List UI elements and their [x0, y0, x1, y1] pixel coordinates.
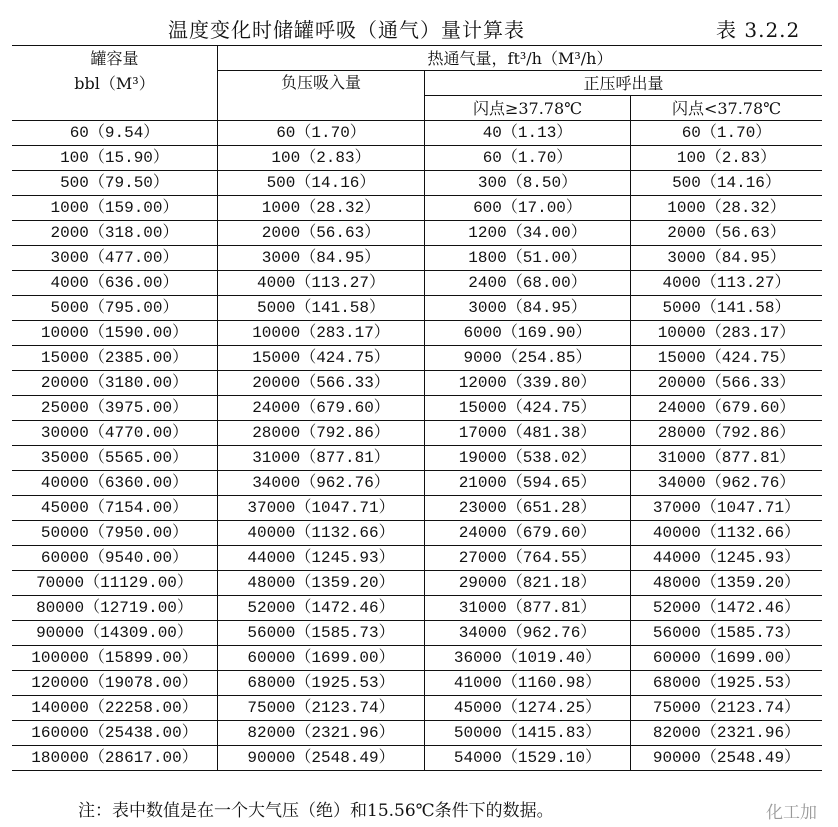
table-row — [12, 221, 822, 246]
table-cell: 60（1.70） — [425, 146, 631, 171]
table-row — [12, 496, 822, 521]
table-row — [12, 296, 822, 321]
header-capacity-label: 罐容量 — [90, 49, 139, 68]
table-cell: 17000（481.38） — [425, 421, 631, 446]
table-cell: 10000（283.17） — [218, 321, 425, 346]
table-cell: 44000（1245.93） — [631, 546, 823, 571]
table-row — [12, 621, 822, 646]
table-row — [12, 571, 822, 596]
table-row — [12, 246, 822, 271]
table-row — [12, 421, 822, 446]
table-cell: 31000（877.81） — [631, 446, 823, 471]
table-cell: 100000（15899.00） — [12, 646, 218, 671]
table-cell: 60（9.54） — [12, 121, 218, 146]
table-cell: 20000（3180.00） — [12, 371, 218, 396]
table-cell: 300（8.50） — [425, 171, 631, 196]
table-cell: 60（1.70） — [218, 121, 425, 146]
table-cell: 90000（2548.49） — [631, 746, 823, 771]
table-cell: 12000（339.80） — [425, 371, 631, 396]
table-cell: 52000（1472.46） — [218, 596, 425, 621]
table-cell: 2000（56.63） — [631, 221, 823, 246]
breathing-volume-table — [12, 45, 822, 771]
table-row — [12, 396, 822, 421]
table-cell: 21000（594.65） — [425, 471, 631, 496]
table-cell: 52000（1472.46） — [631, 596, 823, 621]
header-heat-vent: 热通气量，ft³/h（M³/h） — [218, 46, 823, 71]
table-cell: 120000（19078.00） — [12, 671, 218, 696]
table-cell: 1800（51.00） — [425, 246, 631, 271]
table-row — [12, 196, 822, 221]
table-cell: 68000（1925.53） — [631, 671, 823, 696]
table-cell: 9000（254.85） — [425, 346, 631, 371]
table-cell: 100（15.90） — [12, 146, 218, 171]
table-cell: 23000（651.28） — [425, 496, 631, 521]
table-cell: 19000（538.02） — [425, 446, 631, 471]
table-cell: 34000（962.76） — [218, 471, 425, 496]
table-cell: 56000（1585.73） — [218, 621, 425, 646]
table-row — [12, 721, 822, 746]
table-cell: 3000（84.95） — [425, 296, 631, 321]
table-cell: 15000（2385.00） — [12, 346, 218, 371]
table-cell: 31000（877.81） — [218, 446, 425, 471]
table-cell: 3000（477.00） — [12, 246, 218, 271]
table-cell: 82000（2321.96） — [631, 721, 823, 746]
table-cell: 500（14.16） — [218, 171, 425, 196]
table-row — [12, 546, 822, 571]
header-negative-intake: 负压吸入量 — [218, 71, 425, 121]
header-flash-low: 闪点<37.78℃ — [631, 96, 823, 121]
table-cell: 28000（792.86） — [218, 421, 425, 446]
table-cell: 80000（12719.00） — [12, 596, 218, 621]
table-cell: 37000（1047.71） — [218, 496, 425, 521]
table-cell: 1000（159.00） — [12, 196, 218, 221]
table-cell: 1000（28.32） — [631, 196, 823, 221]
table-cell: 3000（84.95） — [218, 246, 425, 271]
table-cell: 100（2.83） — [631, 146, 823, 171]
header-flash-high: 闪点≥37.78℃ — [425, 96, 631, 121]
table-cell: 2000（56.63） — [218, 221, 425, 246]
table-cell: 10000（1590.00） — [12, 321, 218, 346]
table-cell: 25000（3975.00） — [12, 396, 218, 421]
table-cell: 40（1.13） — [425, 121, 631, 146]
table-cell: 31000（877.81） — [425, 596, 631, 621]
table-cell: 54000（1529.10） — [425, 746, 631, 771]
table-cell: 5000（141.58） — [218, 296, 425, 321]
header-capacity — [12, 46, 218, 121]
table-cell: 10000（283.17） — [631, 321, 823, 346]
table-cell: 20000（566.33） — [218, 371, 425, 396]
table-row — [12, 746, 822, 771]
table-cell: 15000（424.75） — [218, 346, 425, 371]
table-row — [12, 646, 822, 671]
table-cell: 34000（962.76） — [425, 621, 631, 646]
table-cell: 4000（113.27） — [631, 271, 823, 296]
table-cell: 1200（34.00） — [425, 221, 631, 246]
watermark: 化工加 — [766, 803, 817, 823]
table-row — [12, 371, 822, 396]
table-cell: 44000（1245.93） — [218, 546, 425, 571]
table-cell: 600（17.00） — [425, 196, 631, 221]
table-note: 注：表中数值是在一个大气压（绝）和15.56℃条件下的数据。 — [78, 801, 554, 821]
table-row — [12, 446, 822, 471]
table-cell: 2000（318.00） — [12, 221, 218, 246]
table-cell: 6000（169.90） — [425, 321, 631, 346]
table-cell: 82000（2321.96） — [218, 721, 425, 746]
table-cell: 40000（6360.00） — [12, 471, 218, 496]
table-row — [12, 346, 822, 371]
table-body — [12, 121, 822, 771]
table-cell: 15000（424.75） — [631, 346, 823, 371]
table-row — [12, 471, 822, 496]
table-row — [12, 671, 822, 696]
table-row — [12, 121, 822, 146]
table-cell: 36000（1019.40） — [425, 646, 631, 671]
table-cell: 60000（1699.00） — [631, 646, 823, 671]
table-cell: 15000（424.75） — [425, 396, 631, 421]
table-cell: 35000（5565.00） — [12, 446, 218, 471]
table-cell: 28000（792.86） — [631, 421, 823, 446]
table-cell: 160000（25438.00） — [12, 721, 218, 746]
table-cell: 3000（84.95） — [631, 246, 823, 271]
table-cell: 75000（2123.74） — [218, 696, 425, 721]
table-cell: 48000（1359.20） — [218, 571, 425, 596]
table-cell: 90000（14309.00） — [12, 621, 218, 646]
table-cell: 100（2.83） — [218, 146, 425, 171]
table-cell: 180000（28617.00） — [12, 746, 218, 771]
header-capacity-unit: bbl（M³） — [74, 74, 155, 93]
table-row — [12, 696, 822, 721]
table-cell: 75000（2123.74） — [631, 696, 823, 721]
table-cell: 37000（1047.71） — [631, 496, 823, 521]
table-cell: 68000（1925.53） — [218, 671, 425, 696]
table-cell: 4000（113.27） — [218, 271, 425, 296]
table-cell: 140000（22258.00） — [12, 696, 218, 721]
table-row — [12, 146, 822, 171]
table-cell: 20000（566.33） — [631, 371, 823, 396]
table-cell: 4000（636.00） — [12, 271, 218, 296]
table-row — [12, 596, 822, 621]
table-cell: 90000（2548.49） — [218, 746, 425, 771]
table-cell: 1000（28.32） — [218, 196, 425, 221]
table-cell: 5000（795.00） — [12, 296, 218, 321]
table-cell: 5000（141.58） — [631, 296, 823, 321]
header-positive-outflow: 正压呼出量 — [425, 71, 823, 96]
table-cell: 60000（9540.00） — [12, 546, 218, 571]
table-cell: 500（79.50） — [12, 171, 218, 196]
table-cell: 40000（1132.66） — [218, 521, 425, 546]
table-cell: 29000（821.18） — [425, 571, 631, 596]
table-cell: 60000（1699.00） — [218, 646, 425, 671]
table-cell: 70000（11129.00） — [12, 571, 218, 596]
table-cell: 40000（1132.66） — [631, 521, 823, 546]
table-cell: 30000（4770.00） — [12, 421, 218, 446]
table-row — [12, 271, 822, 296]
table-cell: 500（14.16） — [631, 171, 823, 196]
table-row — [12, 171, 822, 196]
table-cell: 45000（7154.00） — [12, 496, 218, 521]
table-cell: 48000（1359.20） — [631, 571, 823, 596]
table-number: 表 3.2.2 — [716, 18, 801, 42]
table-row — [12, 321, 822, 346]
table-cell: 60（1.70） — [631, 121, 823, 146]
table-cell: 34000（962.76） — [631, 471, 823, 496]
table-cell: 41000（1160.98） — [425, 671, 631, 696]
table-cell: 45000（1274.25） — [425, 696, 631, 721]
table-title: 温度变化时储罐呼吸（通气）量计算表 — [168, 18, 525, 42]
table-cell: 2400（68.00） — [425, 271, 631, 296]
table-cell: 56000（1585.73） — [631, 621, 823, 646]
table-row — [12, 521, 822, 546]
table-cell: 27000（764.55） — [425, 546, 631, 571]
table-cell: 50000（7950.00） — [12, 521, 218, 546]
table-cell: 24000（679.60） — [631, 396, 823, 421]
table-cell: 50000（1415.83） — [425, 721, 631, 746]
table-cell: 24000（679.60） — [218, 396, 425, 421]
table-cell: 24000（679.60） — [425, 521, 631, 546]
